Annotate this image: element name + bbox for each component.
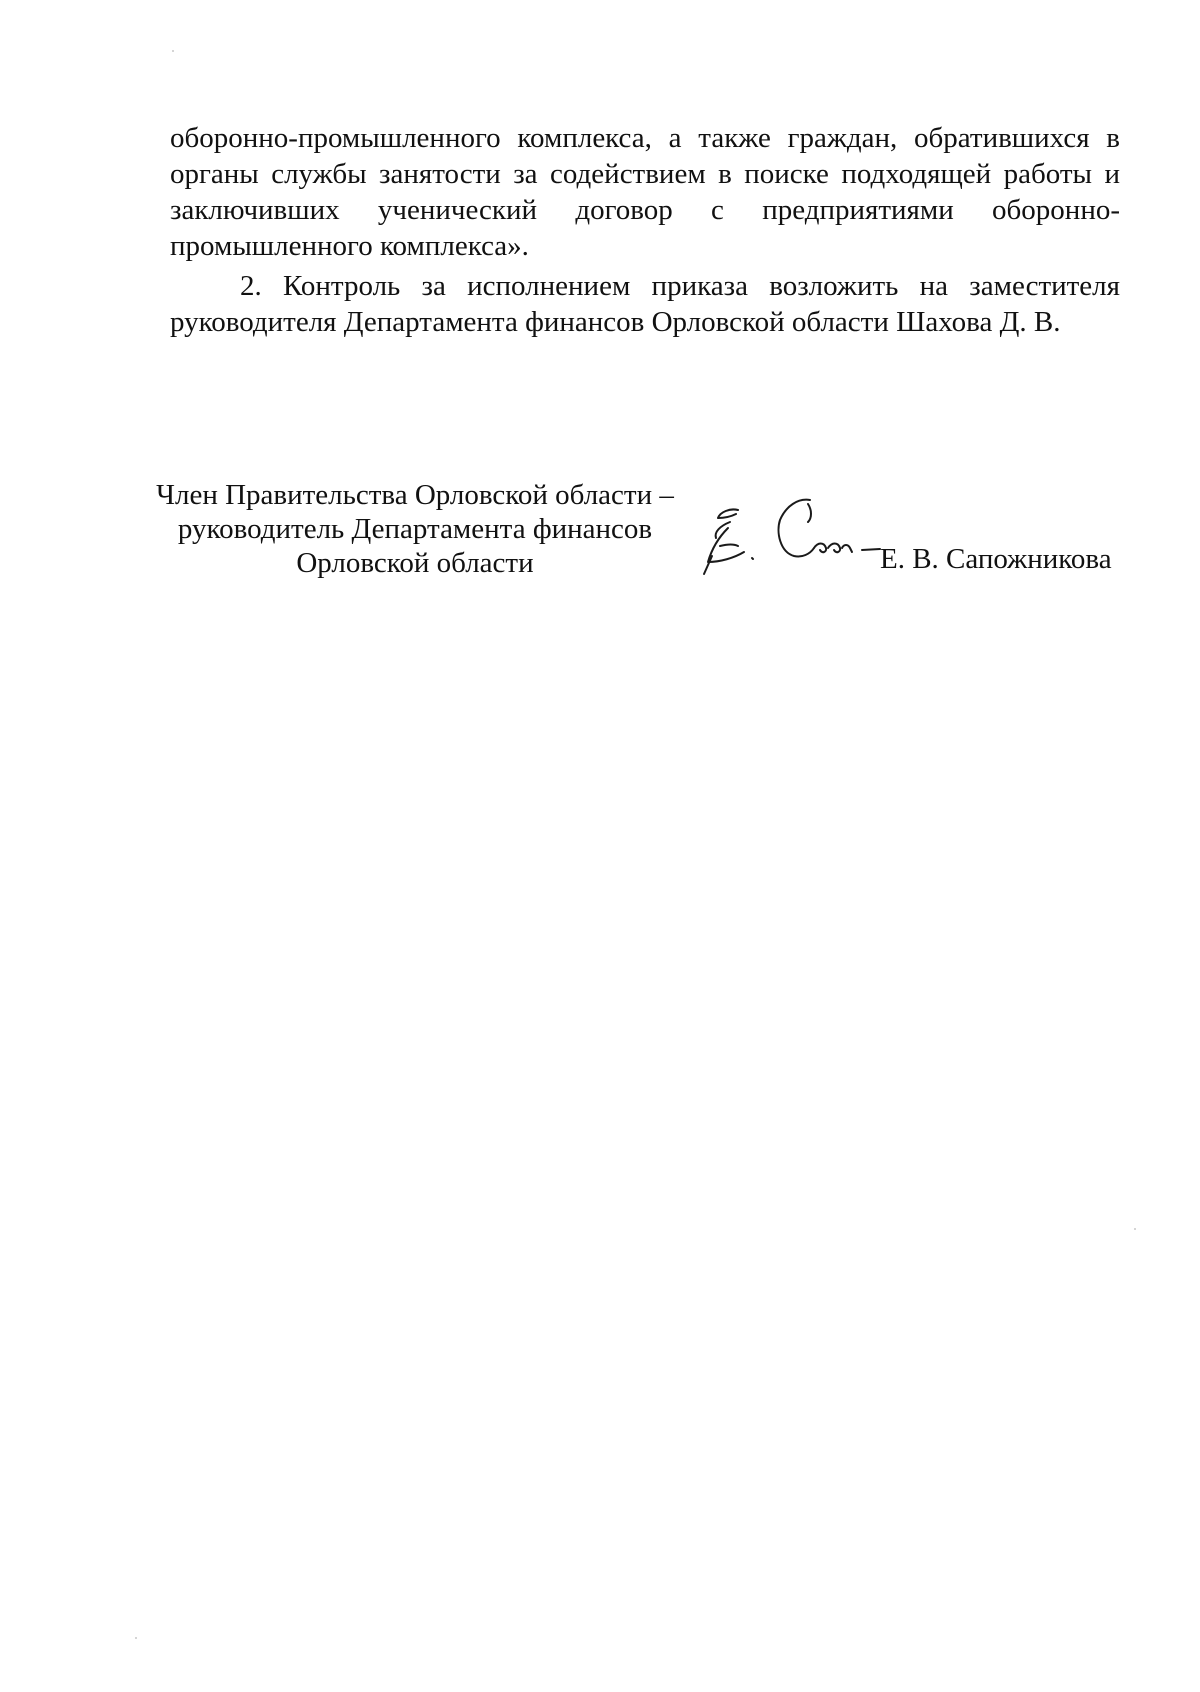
signatory-title-line-2: руководитель Департамента финансов bbox=[177, 513, 653, 545]
scan-speck bbox=[172, 50, 174, 52]
scan-speck bbox=[135, 1637, 137, 1639]
signature-block bbox=[150, 478, 1130, 588]
paragraph-control-clause: 2. Контроль за исполнением приказа возложить на заместителя руководителя Департамента финансов Орловской области Шахова Д. В. bbox=[170, 270, 1120, 338]
signatory-title bbox=[150, 478, 680, 580]
scan-speck bbox=[1134, 1228, 1136, 1230]
signatory-name: Е. В. Сапожникова bbox=[880, 543, 1112, 575]
document-body bbox=[170, 120, 1120, 340]
signatory-title-line-3: Орловской области bbox=[296, 547, 534, 579]
signatory-title-line-1: Член Правительства Орловской области – bbox=[156, 479, 674, 511]
paragraph-continuation: оборонно-промышленного комплекса, а также граждан, обратившихся в органы службы занятости за содействием в поиске подходящей работы и заключивших ученический договор с предприятиями оборонно-промышленного комплекса». bbox=[170, 122, 1120, 262]
